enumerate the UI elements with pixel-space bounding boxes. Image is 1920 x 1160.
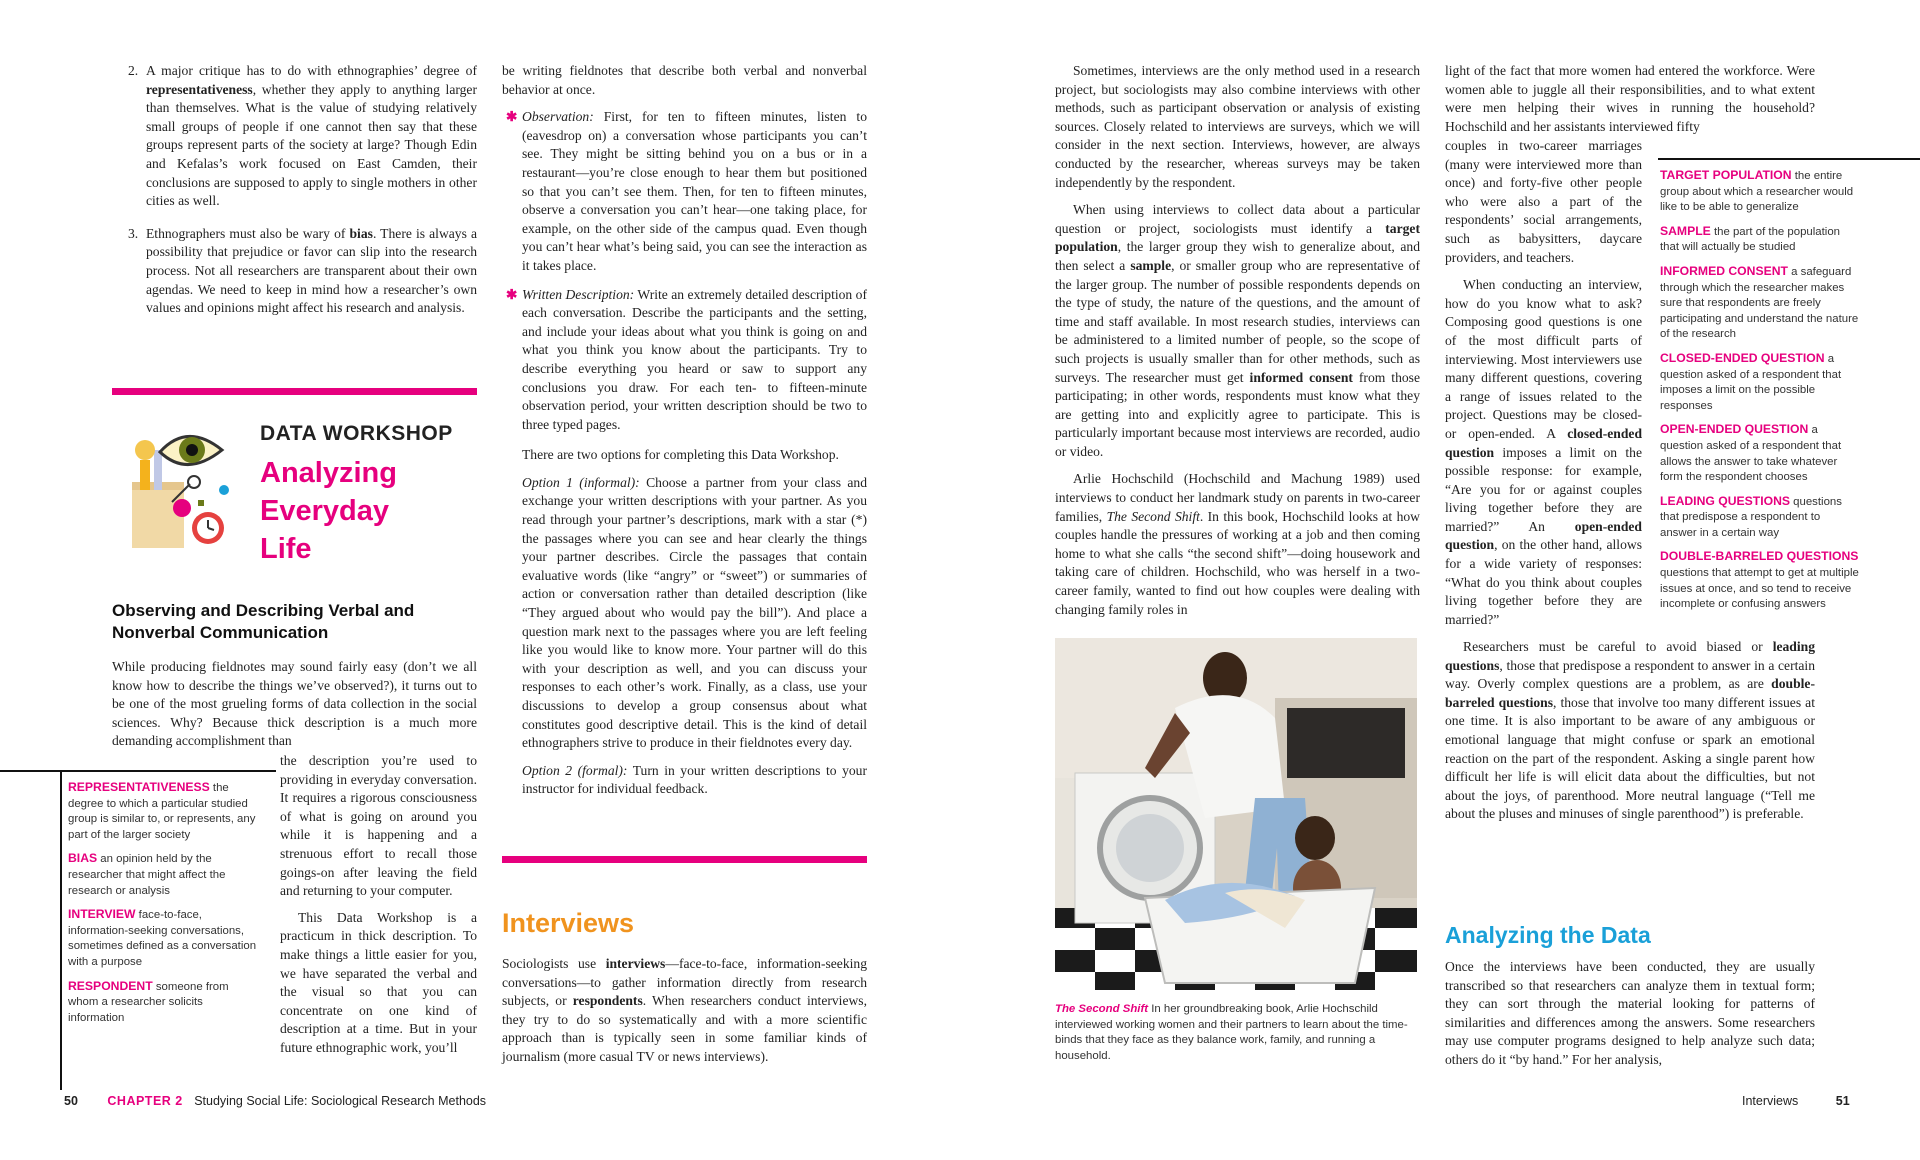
glossary-definition: a question asked of a respondent that imposes a limit on the possible responses [1660, 352, 1842, 412]
glossary-term: CLOSED-ENDED QUESTION [1660, 350, 1825, 365]
chapter-label: CHAPTER 2 [107, 1094, 183, 1108]
right-glossary [1660, 168, 1860, 621]
option-text: Turn in your written descriptions to your instructor for individual feedback. [522, 762, 867, 797]
right-column-2-lower [1445, 638, 1815, 833]
paragraph-text: —face-to-face, information-seeking conversations—to gather information directly from research subjects, or [502, 956, 867, 1009]
glossary-side-rule [60, 770, 62, 1090]
key-term: closed-ended question [1445, 425, 1642, 460]
workshop-kicker: DATA WORKSHOP [260, 422, 453, 445]
glossary-entry [1660, 224, 1860, 256]
item-text: . There is always a possibility that prejudice or favor can slip into the research process. Not all researchers are transparent about their own agendas. We need to keep in mind how a researcher’s own values and opinions might affect his research and analysis. [146, 225, 478, 316]
glossary-definition: the degree to which a particular studied group is similar to, or represents, any part of the larger society [68, 782, 256, 841]
paragraph: Sometimes, interviews are the only method used in a research project, but sociologists may also combine interviews with other methods, such as participant observation or analysis of existing sources. Closely related to interviews are surveys, which we will consider in the next section. Interviews, however, are always conducted by the researcher, whereas surveys may be taken independently by the respondent. [1055, 63, 1420, 190]
section-title: Interviews [1742, 1094, 1799, 1108]
key-term: interviews [605, 956, 666, 971]
glossary-term: INFORMED CONSENT [1660, 263, 1788, 278]
glossary-term: SAMPLE [1660, 223, 1711, 238]
glossary-entry [68, 851, 258, 899]
laundry-photo [1055, 638, 1417, 990]
workshop-end-bar [502, 856, 867, 863]
paragraph [1055, 470, 1420, 619]
paragraph-text: , those that predispose a respondent to answer in a certain way. Overly complex questions are a problem, as are [1445, 657, 1815, 692]
item-text: First, for ten to fifteen minutes, listen to (eavesdrop on) a conversation whose participants you can’t see. They might be sitting behind you on a bus or in a restaurant—you’re close enough to hear them but positioned so that you can’t see them. Then, for ten to fifteen minutes, observe a conversation you can’t hear—one taking place, for example, on the other side of the campus quad. Even though you can’t hear what’s being said, you can see the interaction as it takes place. [522, 109, 867, 273]
item-label: Observation: [522, 109, 594, 125]
glossary-term: TARGET POPULATION [1660, 168, 1792, 182]
option-2 [502, 762, 867, 799]
key-term: target population [1055, 220, 1420, 255]
paragraph [1055, 201, 1420, 461]
book-title: The Second Shift [1106, 508, 1200, 524]
glossary-entry [1660, 422, 1860, 485]
glossary-term: LEADING QUESTIONS [1660, 493, 1791, 508]
paragraph: Once the interviews have been conducted, they are usually transcribed so that researchers can analyze them in textual form; they can sort through the material looking for patterns of similarities and differences among the answers. Some researchers may use computer programs designed to help analyze such data; others do it “by hand.” For her analysis, [1445, 959, 1815, 1067]
paragraph [1445, 638, 1815, 824]
paragraph: There are two options for completing this Data Workshop. [522, 447, 839, 463]
glossary-definition: the entire group about which a researcher would like to be able to generalize [1660, 170, 1854, 214]
paragraph-text: , the larger group they wish to generalize about, and then select a [1055, 239, 1420, 273]
workshop-continued [280, 752, 477, 1067]
asterisk-icon: ✱ [506, 109, 518, 125]
caption-title: The Second Shift [1055, 1003, 1149, 1015]
workshop-heading: Observing and Describing Verbal and Nonverbal Communication [112, 601, 415, 642]
workshop-title-line: Analyzing [260, 457, 397, 489]
left-column-1 [112, 62, 477, 318]
key-term: representativeness [146, 81, 253, 97]
data-workshop-illustration [112, 420, 252, 555]
glossary-entry [68, 979, 258, 1027]
interviews-paragraph [502, 955, 867, 1076]
glossary-definition: a safeguard through which the researcher makes sure that respondents are freely participating and understand the nature of the research [1660, 265, 1859, 341]
paragraph-text: Sociologists use [502, 956, 606, 971]
numbered-item-3 [112, 225, 477, 318]
paragraph: couples in two-career marriages (many were interviewed more than once) and forty-five other people who were also a part of the respondents’ social arrangements, such as babysitters, daycare providers, and teachers. [1445, 138, 1642, 265]
workshop-paragraph: the description you’re used to providing in everyday conversation. It requires a rigorous consciousness of what is going on around you while it is happening and a strenuous effort to recall those goings-on after leaving the field and returning to your computer. [280, 753, 477, 899]
paragraph-text: , on the other hand, allows for a wide variety of responses: “What do you think about couples living together before they are married?” [1445, 537, 1642, 627]
interviews-heading: Interviews [502, 908, 635, 938]
paragraph-text: . In this book, Hochschild looks at how couples handle the pressures of working at a job and then coming home to what she calls “the second shift”—doing housework and taking care of children. Hochschild, who was herself in a two-career family, wanted to find out how couples were dealing with changing family roles in [1055, 508, 1420, 617]
item-number: 3. [128, 225, 139, 241]
paragraph-text: , those that involve too many different issues at one time. It is also important to be aware of any ambiguous or emotional language that might confuse or spark an emotional reaction on the part of the respondent. Asking a single parent how difficult her life is will elicit data about the difficulties, but not about the joys, of parenthood. More neutral language (“Tell me about the pluses and minuses of single parenthood”) is preferable. [1445, 694, 1815, 822]
glossary-term: BIAS [68, 851, 98, 866]
paragraph: light of the fact that more women had entered the workforce. Were women able to juggle all their responsibilities, and to what extent were men helping their wives in running the household? Hochschild and her assistants interviewed fifty [1445, 63, 1815, 134]
left-glossary [68, 780, 258, 1034]
glossary-entry [1660, 168, 1860, 216]
item-text: , whether they apply to anything larger than themselves. What is the value of studying relatively small groups of people if one cannot then say that these groups represent parts of the society at large? Though Edin and Kefalas’s work focused on East Camden, their conclusions are supposed to apply to single mothers in other cities as well. [146, 81, 477, 209]
paragraph-text: When using interviews to collect data about a particular question or project, sociologists must identify a [1055, 202, 1420, 236]
paragraph [502, 955, 867, 1067]
glossary-term: REPRESENTATIVENESS [68, 780, 210, 794]
page-number: 51 [1835, 1094, 1850, 1108]
glossary-entry [68, 907, 258, 970]
option-1 [502, 474, 867, 753]
right-glossary-rule [1658, 158, 1920, 160]
glossary-definition: a question asked of a respondent that allows the answer to take whatever form the respondent chooses [1660, 424, 1842, 484]
key-term: double-barreled questions [1445, 676, 1815, 710]
glossary-entry [1660, 494, 1860, 542]
key-term: informed consent [1249, 369, 1353, 385]
glossary-entry [1660, 351, 1860, 414]
caption-text: In her groundbreaking book, Arlie Hochschild interviewed working women and their partners to learn about the time-binds that they face as they balance work, family, and running a household. [1055, 1003, 1408, 1062]
glossary-definition: questions that predispose a respondent to answer in a certain way [1660, 495, 1842, 539]
analyzing-paragraph [1445, 958, 1815, 1079]
paragraph-text: imposes a limit on the possible response: for example, “Are you for or against couples living together before they are married?” An [1445, 444, 1642, 534]
paragraph: be writing fieldnotes that describe both verbal and nonverbal behavior at once. [502, 63, 867, 97]
written-description-item [502, 286, 867, 435]
paragraph-text: from those participating; in other words, respondents must know what they are getting into and explicitly agree to participate. This is particularly important because most interviews are recorded, audio or video. [1055, 369, 1420, 459]
key-term: leading questions [1445, 639, 1815, 673]
option-label: Option 2 (formal): [522, 762, 628, 778]
left-column-2 [502, 62, 867, 808]
workshop-divider-bar [112, 388, 477, 395]
glossary-definition: someone from whom a researcher solicits information [68, 980, 229, 1024]
item-text: Ethnographers must also be wary of [146, 225, 350, 241]
photo-caption [1055, 1002, 1417, 1064]
glossary-definition: questions that attempt to get at multiple issues at once, and so tend to receive incomplete or confusing answers [1660, 567, 1859, 611]
glossary-term: DOUBLE-BARRELED QUESTIONS [1660, 549, 1859, 564]
glossary-term: OPEN-ENDED QUESTION [1660, 422, 1809, 437]
observation-item [502, 108, 867, 275]
asterisk-icon: ✱ [506, 286, 518, 302]
numbered-item-2 [112, 62, 477, 211]
workshop-paragraph: While producing fieldnotes may sound fairly easy (don’t we all know how to describe the things we’ve observed?), it turns out to be one of the most grueling forms of data collection in the social sciences. Why? Because thick description is a much more demanding accomplishment than [112, 659, 477, 749]
workshop-paragraph-text: This Data Workshop is a practicum in thick description. To make things a little easier for you, we have separated the verbal and the visual so that you can concentrate on one kind of description at a time. But in your future ethnographic work, you’ll [280, 909, 477, 1055]
workshop-paragraph [280, 909, 477, 1058]
workshop-title-line: Life [260, 533, 312, 565]
right-column-1 [1055, 62, 1420, 628]
item-number: 2. [128, 63, 139, 78]
workshop-intro [112, 658, 477, 760]
chapter-title: Studying Social Life: Sociological Research Methods [194, 1094, 487, 1108]
key-term: sample [1130, 257, 1172, 273]
workshop-title [260, 454, 397, 568]
analyzing-heading: Analyzing the Data [1445, 922, 1651, 948]
paragraph-text: Researchers must be careful to avoid biased or [1463, 639, 1773, 654]
key-term: open-ended question [1445, 518, 1642, 553]
glossary-definition: an opinion held by the researcher that might affect the research or analysis [68, 853, 226, 897]
glossary-entry [1660, 549, 1860, 612]
option-label: Option 1 (informal): [522, 474, 640, 490]
glossary-entry [68, 780, 258, 843]
paragraph-text: . When researchers conduct interviews, they try to do so systematically and with a more scientific approach than is typically seen in some familiar kinds of journalism (more casual TV or news interviews). [502, 993, 867, 1064]
right-column-2 [1445, 62, 1815, 136]
workshop-title-line: Everyday [260, 495, 389, 527]
glossary-term: RESPONDENT [68, 978, 153, 993]
option-text: Choose a partner from your class and exchange your written descriptions with your partner. As you read through your partner’s descriptions, mark with a star (*) the passages where you can see and hear clearly the things your partner describes. Circle the passages that contain evaluative words (like “angry” or “sweet”) or summaries of action or conversation rather than detailed description (like “They argued about who would pay the bill”). And place a question mark next to the passages where you are left feeling like you would like to know more. Your partner will do this with your description as well, and you can discuss your responses to each other’s work. Finally, as a class, use your discussions to develop a group consensus about what constitutes good descriptive detail. This is the kind of detail ethnographers strive to produce in their fieldnotes every day. [522, 474, 868, 751]
glossary-definition: the part of the population that will actually be studied [1660, 225, 1840, 254]
key-term: respondents [572, 993, 643, 1009]
glossary-definition: face-to-face, information-seeking conversations, sometimes defined as a conversation with a purpose [68, 909, 257, 968]
paragraph-text: , or smaller group who are representative of the larger group. The number of possible respondents depends on the type of study, the nature of the questions, and the amount of time and staff available. In most research studies, interviews can be administered to a limited number of people, so the scope of such projects is usually smaller than for other methods, such as surveys. The researcher must get [1055, 257, 1420, 385]
glossary-term: INTERVIEW [68, 907, 136, 922]
left-footer [64, 1094, 486, 1108]
glossary-top-rule [0, 770, 276, 772]
paragraph-text: When conducting an interview, how do you know what to ask? Composing good questions is one of the most difficult parts of interviewing. Most interviewers use many different questions, covering a range of issues related to the project. Questions may be closed- or open-ended. A [1445, 277, 1642, 441]
paragraph-text: Arlie Hochschild (Hochschild and Machung 1989) used interviews to conduct her landmark study on parents in two-career families, [1055, 471, 1420, 524]
page-number: 50 [64, 1094, 78, 1108]
glossary-entry [1660, 264, 1860, 343]
paragraph [1445, 276, 1642, 629]
right-footer [1742, 1094, 1850, 1108]
item-text: Write an extremely detailed description of each conversation. Describe the participants and the setting, and include your ideas about what you think is going on and what you think you know about the participants. Try to describe everything you heard or saw to support any conclusions you draw. For each ten- to fifteen-minute observation period, your written description should be two to three typed pages. [522, 286, 867, 432]
right-column-2-narrow [1445, 137, 1642, 638]
key-term: bias [349, 225, 373, 241]
item-label: Written Description: [522, 286, 635, 302]
item-text: A major critique has to do with ethnographies’ degree of [146, 63, 477, 78]
